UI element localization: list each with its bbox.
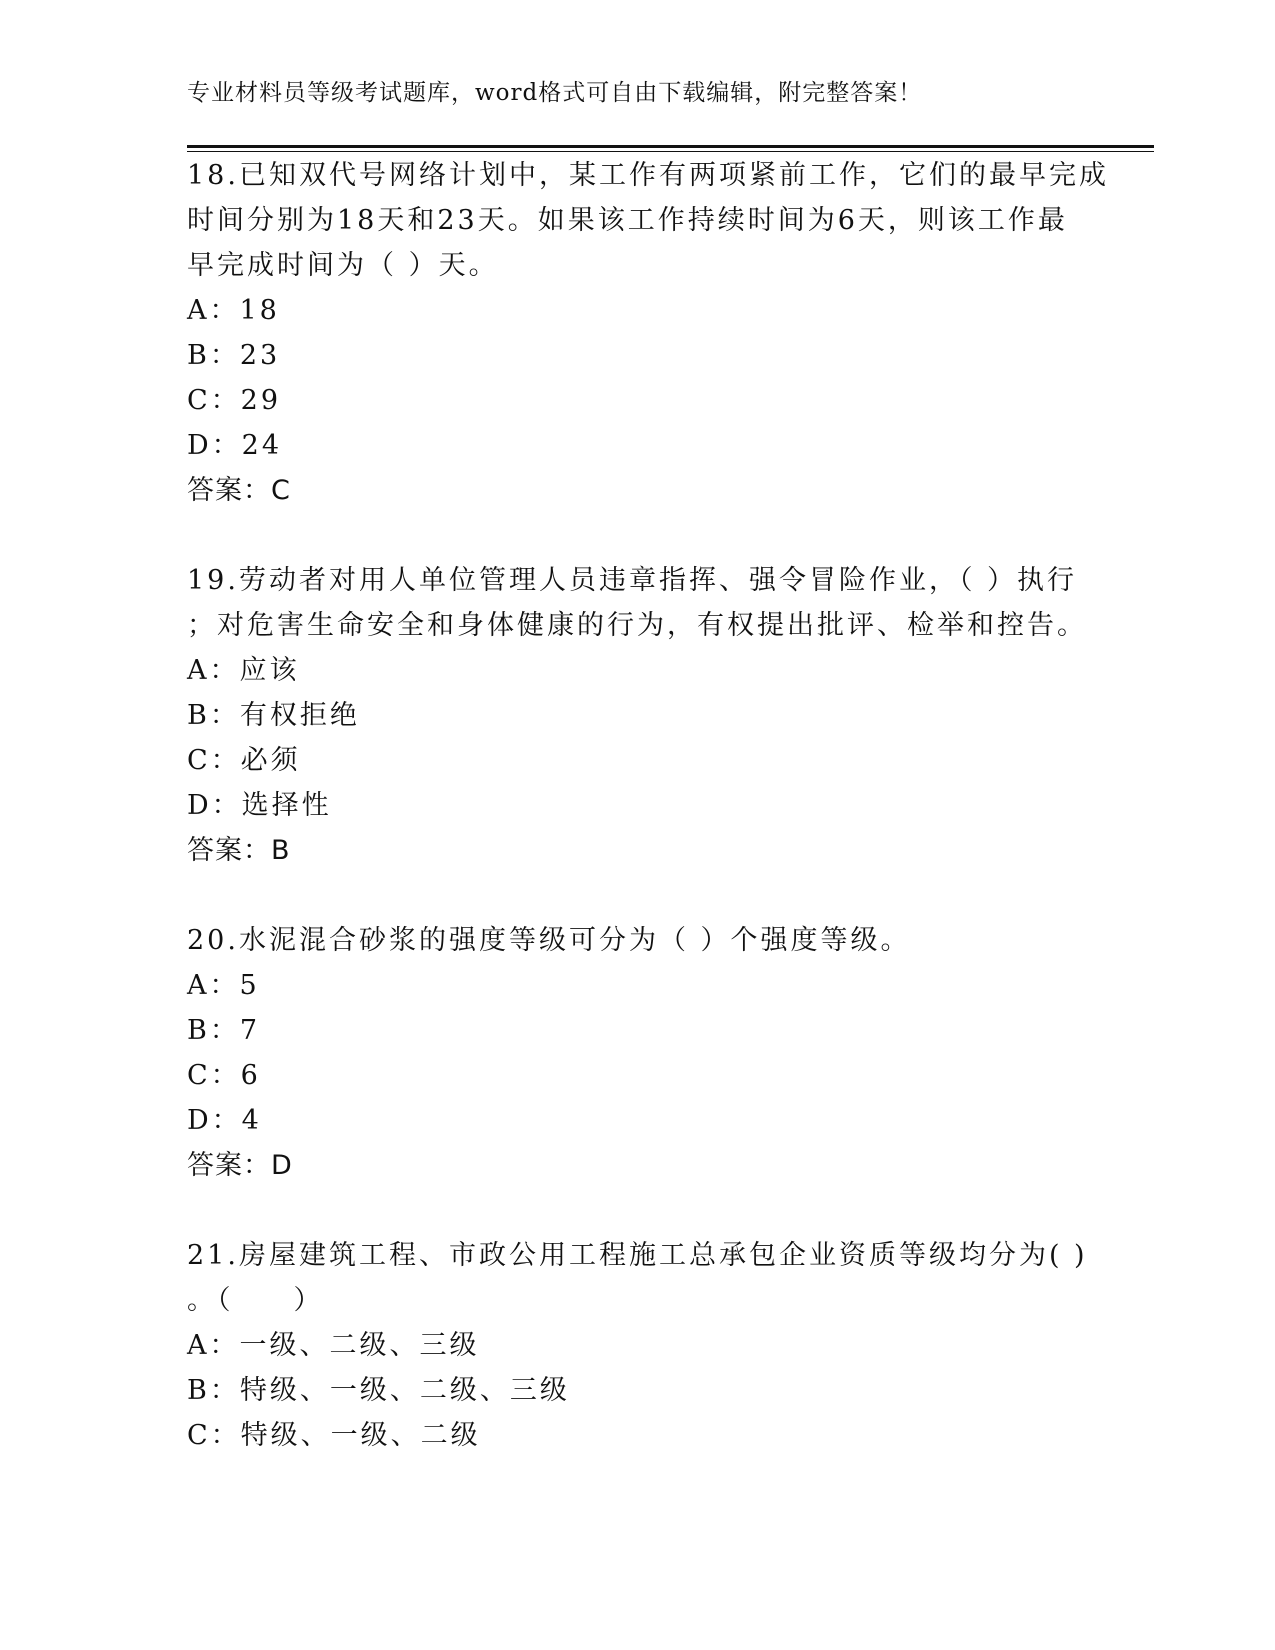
question-20-option-c: C：6 <box>187 1060 261 1091</box>
question-20-option-b: B：7 <box>187 1015 261 1046</box>
question-19-option-d: D：选择性 <box>187 790 332 821</box>
question-21-line-1: 21.房屋建筑工程、市政公用工程施工总承包企业资质等级均分为( ) <box>187 1240 1088 1271</box>
question-21-line-2: 。（ ） <box>187 1285 324 1316</box>
question-18-answer: 答案：C <box>187 475 291 506</box>
question-18-option-c: C：29 <box>187 385 282 416</box>
question-18-option-a: A：18 <box>187 295 280 326</box>
header-rule-thick <box>187 145 1154 148</box>
question-18-line-3: 早完成时间为（ ）天。 <box>187 250 499 281</box>
question-19-line-2: ；对危害生命安全和身体健康的行为，有权提出批评、检举和控告。 <box>187 610 1087 641</box>
question-20-option-a: A：5 <box>187 970 260 1001</box>
question-19-option-b: B：有权拒绝 <box>187 700 360 731</box>
question-19-option-a: A：应该 <box>187 655 300 686</box>
question-18-option-b: B：23 <box>187 340 281 371</box>
question-20-line-1: 20.水泥混合砂浆的强度等级可分为（ ）个强度等级。 <box>187 925 911 956</box>
question-21-option-b: B：特级、一级、二级、三级 <box>187 1375 570 1406</box>
question-21-option-a: A：一级、二级、三级 <box>187 1330 480 1361</box>
header-rule-thin <box>187 151 1154 152</box>
question-20-option-d: D：4 <box>187 1105 262 1136</box>
question-18-line-2: 时间分别为18天和23天。如果该工作持续时间为6天，则该工作最 <box>187 205 1068 236</box>
question-18-option-d: D：24 <box>187 430 283 461</box>
question-19-line-1: 19.劳动者对用人单位管理人员违章指挥、强令冒险作业，（ ）执行 <box>187 565 1078 596</box>
page-header: 专业材料员等级考试题库，word格式可自由下载编辑，附完整答案！ <box>187 80 923 106</box>
question-21-option-c: C：特级、一级、二级 <box>187 1420 481 1451</box>
question-18-line-1: 18.已知双代号网络计划中，某工作有两项紧前工作，它们的最早完成 <box>187 160 1109 191</box>
question-19-answer: 答案：B <box>187 835 291 866</box>
question-19-option-c: C：必须 <box>187 745 301 776</box>
question-20-answer: 答案：D <box>187 1150 293 1181</box>
